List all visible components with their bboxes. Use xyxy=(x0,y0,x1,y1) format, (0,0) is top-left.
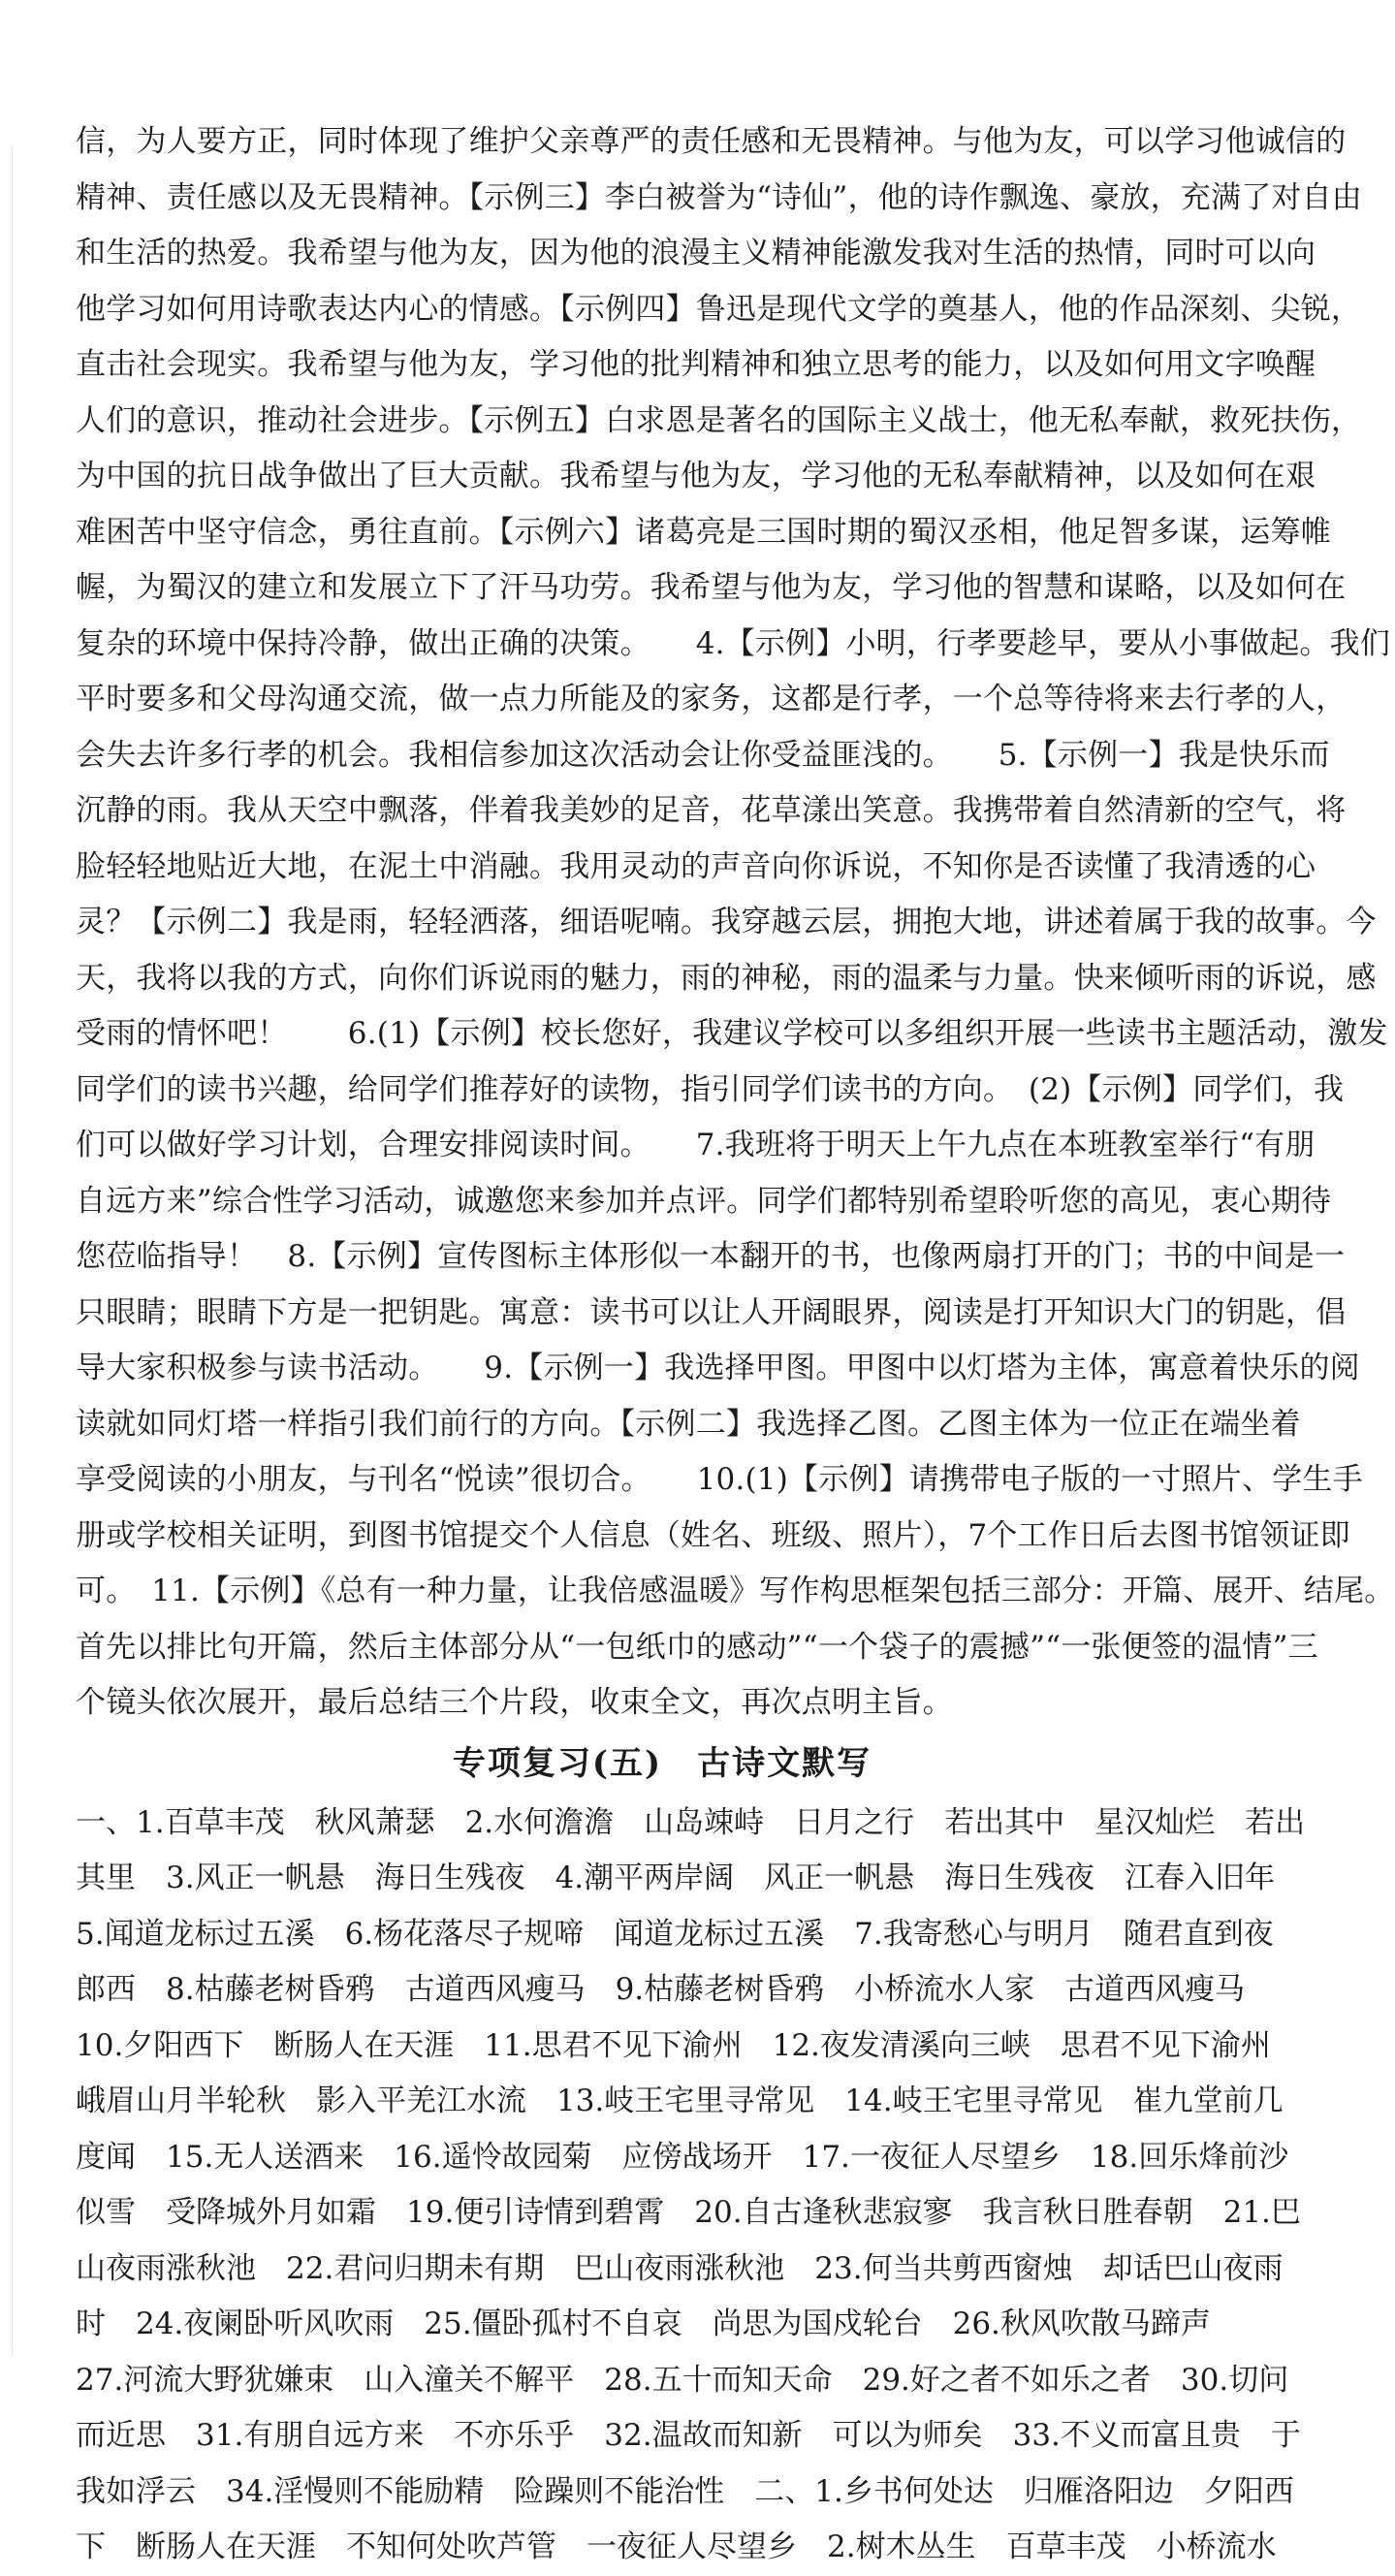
answer-text-line: 信，为人要方正，同时体现了维护父亲尊严的责任感和无畏精神。与他为友，可以学习他诚信的 xyxy=(76,124,1347,159)
answer-text-line: 册或学校相关证明，到图书馆提交个人信息（姓名、班级、照片），7个工作日后去图书馆领证即 xyxy=(76,1517,1350,1553)
answer-text-line: 个镜头依次展开，最后总结三个片段，收束全文，再次点明主旨。 xyxy=(76,1685,953,1720)
recall-text-line: 度闻 15.无人送酒来 16.遥怜故园菊 应傍战场开 17.一夜征人尽望乡 18.回乐烽前沙 xyxy=(76,2139,1289,2175)
answer-text-line: 可。 11.【示例】《总有一种力量，让我倍感温暖》写作构思框架包括三部分：开篇、展开、结尾。 xyxy=(76,1574,1395,1608)
answer-text-line: 们可以做好学习计划，合理安排阅读时间。 7.我班将于明天上午九点在本班教室举行“有朋 xyxy=(76,1128,1316,1162)
recall-text-line: 似雪 受降城外月如霜 19.便引诗情到碧霄 20.自古逢秋悲寂寥 我言秋日胜春朝 21.巴 xyxy=(76,2195,1301,2230)
recall-text-line: 10.夕阳西下 断肠人在天涯 11.思君不见下渝州 12.夜发清溪向三峡 思君不见下渝州 xyxy=(76,2027,1271,2063)
answer-text-line: 人们的意识，推动社会进步。【示例五】白求恩是著名的国际主义战士，他无私奉献，救死扶伤， xyxy=(76,402,1362,438)
recall-text-line: 下 断肠人在天涯 不知何处吹芦管 一夜征人尽望乡 2.树木丛生 百草丰茂 小桥流水 xyxy=(76,2529,1277,2564)
recall-answers xyxy=(76,1796,1306,2576)
recall-text-line: 时 24.夜阑卧听风吹雨 25.僵卧孤村不自哀 尚思为国戍轮台 26.秋风吹散马蹄声 xyxy=(76,2306,1211,2341)
answer-text-line: 同学们的读书兴趣，给同学们推荐好的读物，指引同学们读书的方向。 (2)【示例】同学们，我 xyxy=(76,1071,1345,1107)
answer-text-line: 平时要多和父母沟通交流，做一点力所能及的家务，这都是行孝，一个总等待将来去行孝的人， xyxy=(76,682,1347,716)
page-edge-rule xyxy=(12,145,13,2356)
recall-text-line: 郎西 8.枯藤老树昏鸦 古道西风瘦马 9.枯藤老树昏鸦 小桥流水人家 古道西风瘦马 xyxy=(76,1972,1246,2007)
recall-text-line: 山夜雨涨秋池 22.君问归期未有期 巴山夜雨涨秋池 23.何当共剪西窗烛 却话巴山夜雨 xyxy=(76,2250,1284,2286)
recall-text-line: 27.河流大野犹嫌束 山入潼关不解平 28.五十而知天命 29.好之者不如乐之者 30.切问 xyxy=(76,2362,1289,2398)
answers-paragraph xyxy=(76,114,1395,1732)
answer-text-line: 读就如同灯塔一样指引我们前行的方向。【示例二】我选择乙图。乙图主体为一位正在端坐着 xyxy=(76,1406,1301,1442)
answer-text-line: 幄，为蜀汉的建立和发展立下了汗马功劳。我希望与他为友，学习他的智慧和谋略，以及如何在 xyxy=(76,570,1347,605)
answer-text-line: 天，我将以我的方式，向你们诉说雨的魅力，雨的神秘，雨的温柔与力量。快来倾听雨的诉说，感 xyxy=(76,960,1377,996)
answer-text-line: 复杂的环境中保持冷静，做出正确的决策。 4.【示例】小明，行孝要趁早，要从小事做起。我们 xyxy=(76,625,1391,661)
answer-text-line: 受雨的情怀吧！ 6.(1)【示例】校长您好，我建议学校可以多组织开展一些读书主题活动，激发 xyxy=(76,1016,1388,1051)
answer-text-line: 难困苦中坚守信念，勇往直前。【示例六】诸葛亮是三国时期的蜀汉丞相，他足智多谋，运筹帷 xyxy=(76,514,1331,550)
answer-text-line: 首先以排比句开篇，然后主体部分从“一包纸巾的感动”“一个袋子的震撼”“一张便签的温情”三 xyxy=(76,1629,1318,1665)
answer-text-line: 沉静的雨。我从天空中飘落，伴着我美妙的足音，花草漾出笑意。我携带着自然清新的空气，将 xyxy=(76,793,1347,828)
answer-text-line: 和生活的热爱。我希望与他为友，因为他的浪漫主义精神能激发我对生活的热情，同时可以向 xyxy=(76,236,1316,270)
recall-text-line: 其里 3.风正一帆悬 海日生残夜 4.潮平两岸阔 风正一帆悬 海日生残夜 江春入旧年 xyxy=(76,1860,1276,1895)
answer-text-line: 脸轻轻地贴近大地，在泥土中消融。我用灵动的声音向你诉说，不知你是否读懂了我清透的心 xyxy=(76,848,1316,884)
answer-text-line: 导大家积极参与读书活动。 9.【示例一】我选择甲图。甲图中以灯塔为主体，寓意着快乐的阅 xyxy=(76,1351,1360,1385)
answer-text-line: 灵？【示例二】我是雨，轻轻洒落，细语呢喃。我穿越云层，拥抱大地，讲述着属于我的故事。今 xyxy=(76,905,1377,939)
answer-text-line: 享受阅读的小朋友，与刊名“悦读”很切合。 10.(1)【示例】请携带电子版的一寸照片、学生手 xyxy=(76,1462,1363,1497)
answer-page xyxy=(76,114,1395,2576)
section-title: 专项复习(五) 古诗文默写 xyxy=(452,1743,872,1783)
answer-text-line: 会失去许多行孝的机会。我相信参加这次活动会让你受益匪浅的。 5.【示例一】我是快乐而 xyxy=(76,737,1330,773)
answer-text-line: 直击社会现实。我希望与他为友，学习他的批判精神和独立思考的能力，以及如何用文字唤醒 xyxy=(76,347,1316,382)
recall-text-line: 5.闻道龙标过五溪 6.杨花落尽子规啼 闻道龙标过五溪 7.我寄愁心与明月 随君直到夜 xyxy=(76,1916,1274,1952)
answer-text-line: 自远方来”综合性学习活动，诚邀您来参加并点评。同学们都特别希望聆听您的高见，衷心期待 xyxy=(76,1183,1332,1219)
recall-text-line: 一、1.百草丰茂 秋风萧瑟 2.水何澹澹 山岛竦峙 日月之行 若出其中 星汉灿烂 若出 xyxy=(76,1804,1306,1840)
answer-text-line: 精神、责任感以及无畏精神。【示例三】李白被誉为“诗仙”，他的诗作飘逸、豪放，充满了对自由 xyxy=(76,179,1362,215)
answer-text-line: 您莅临指导！ 8.【示例】宣传图标主体形似一本翻开的书，也像两扇打开的门；书的中间是一 xyxy=(76,1239,1346,1274)
answer-text-line: 只眼睛；眼睛下方是一把钥匙。寓意：读书可以让人开阔眼界，阅读是打开知识大门的钥匙，倡 xyxy=(76,1294,1347,1330)
recall-text-line: 而近思 31.有朋自远方来 不亦乐乎 32.温故而知新 可以为师矣 33.不义而富且贵 于 xyxy=(76,2418,1301,2453)
answer-text-line: 他学习如何用诗歌表达内心的情感。【示例四】鲁迅是现代文学的奠基人，他的作品深刻、尖锐， xyxy=(76,291,1362,327)
recall-text-line: 我如浮云 34.淫慢则不能励精 险躁则不能治性 二、1.乡书何处达 归雁洛阳边 夕阳西 xyxy=(76,2473,1294,2509)
answer-text-line: 为中国的抗日战争做出了巨大贡献。我希望与他为友，学习他的无私奉献精神，以及如何在艰 xyxy=(76,459,1316,493)
recall-text-line: 峨眉山月半轮秋 影入平羌江水流 13.岐王宅里寻常见 14.岐王宅里寻常见 崔九堂前几 xyxy=(76,2083,1284,2118)
